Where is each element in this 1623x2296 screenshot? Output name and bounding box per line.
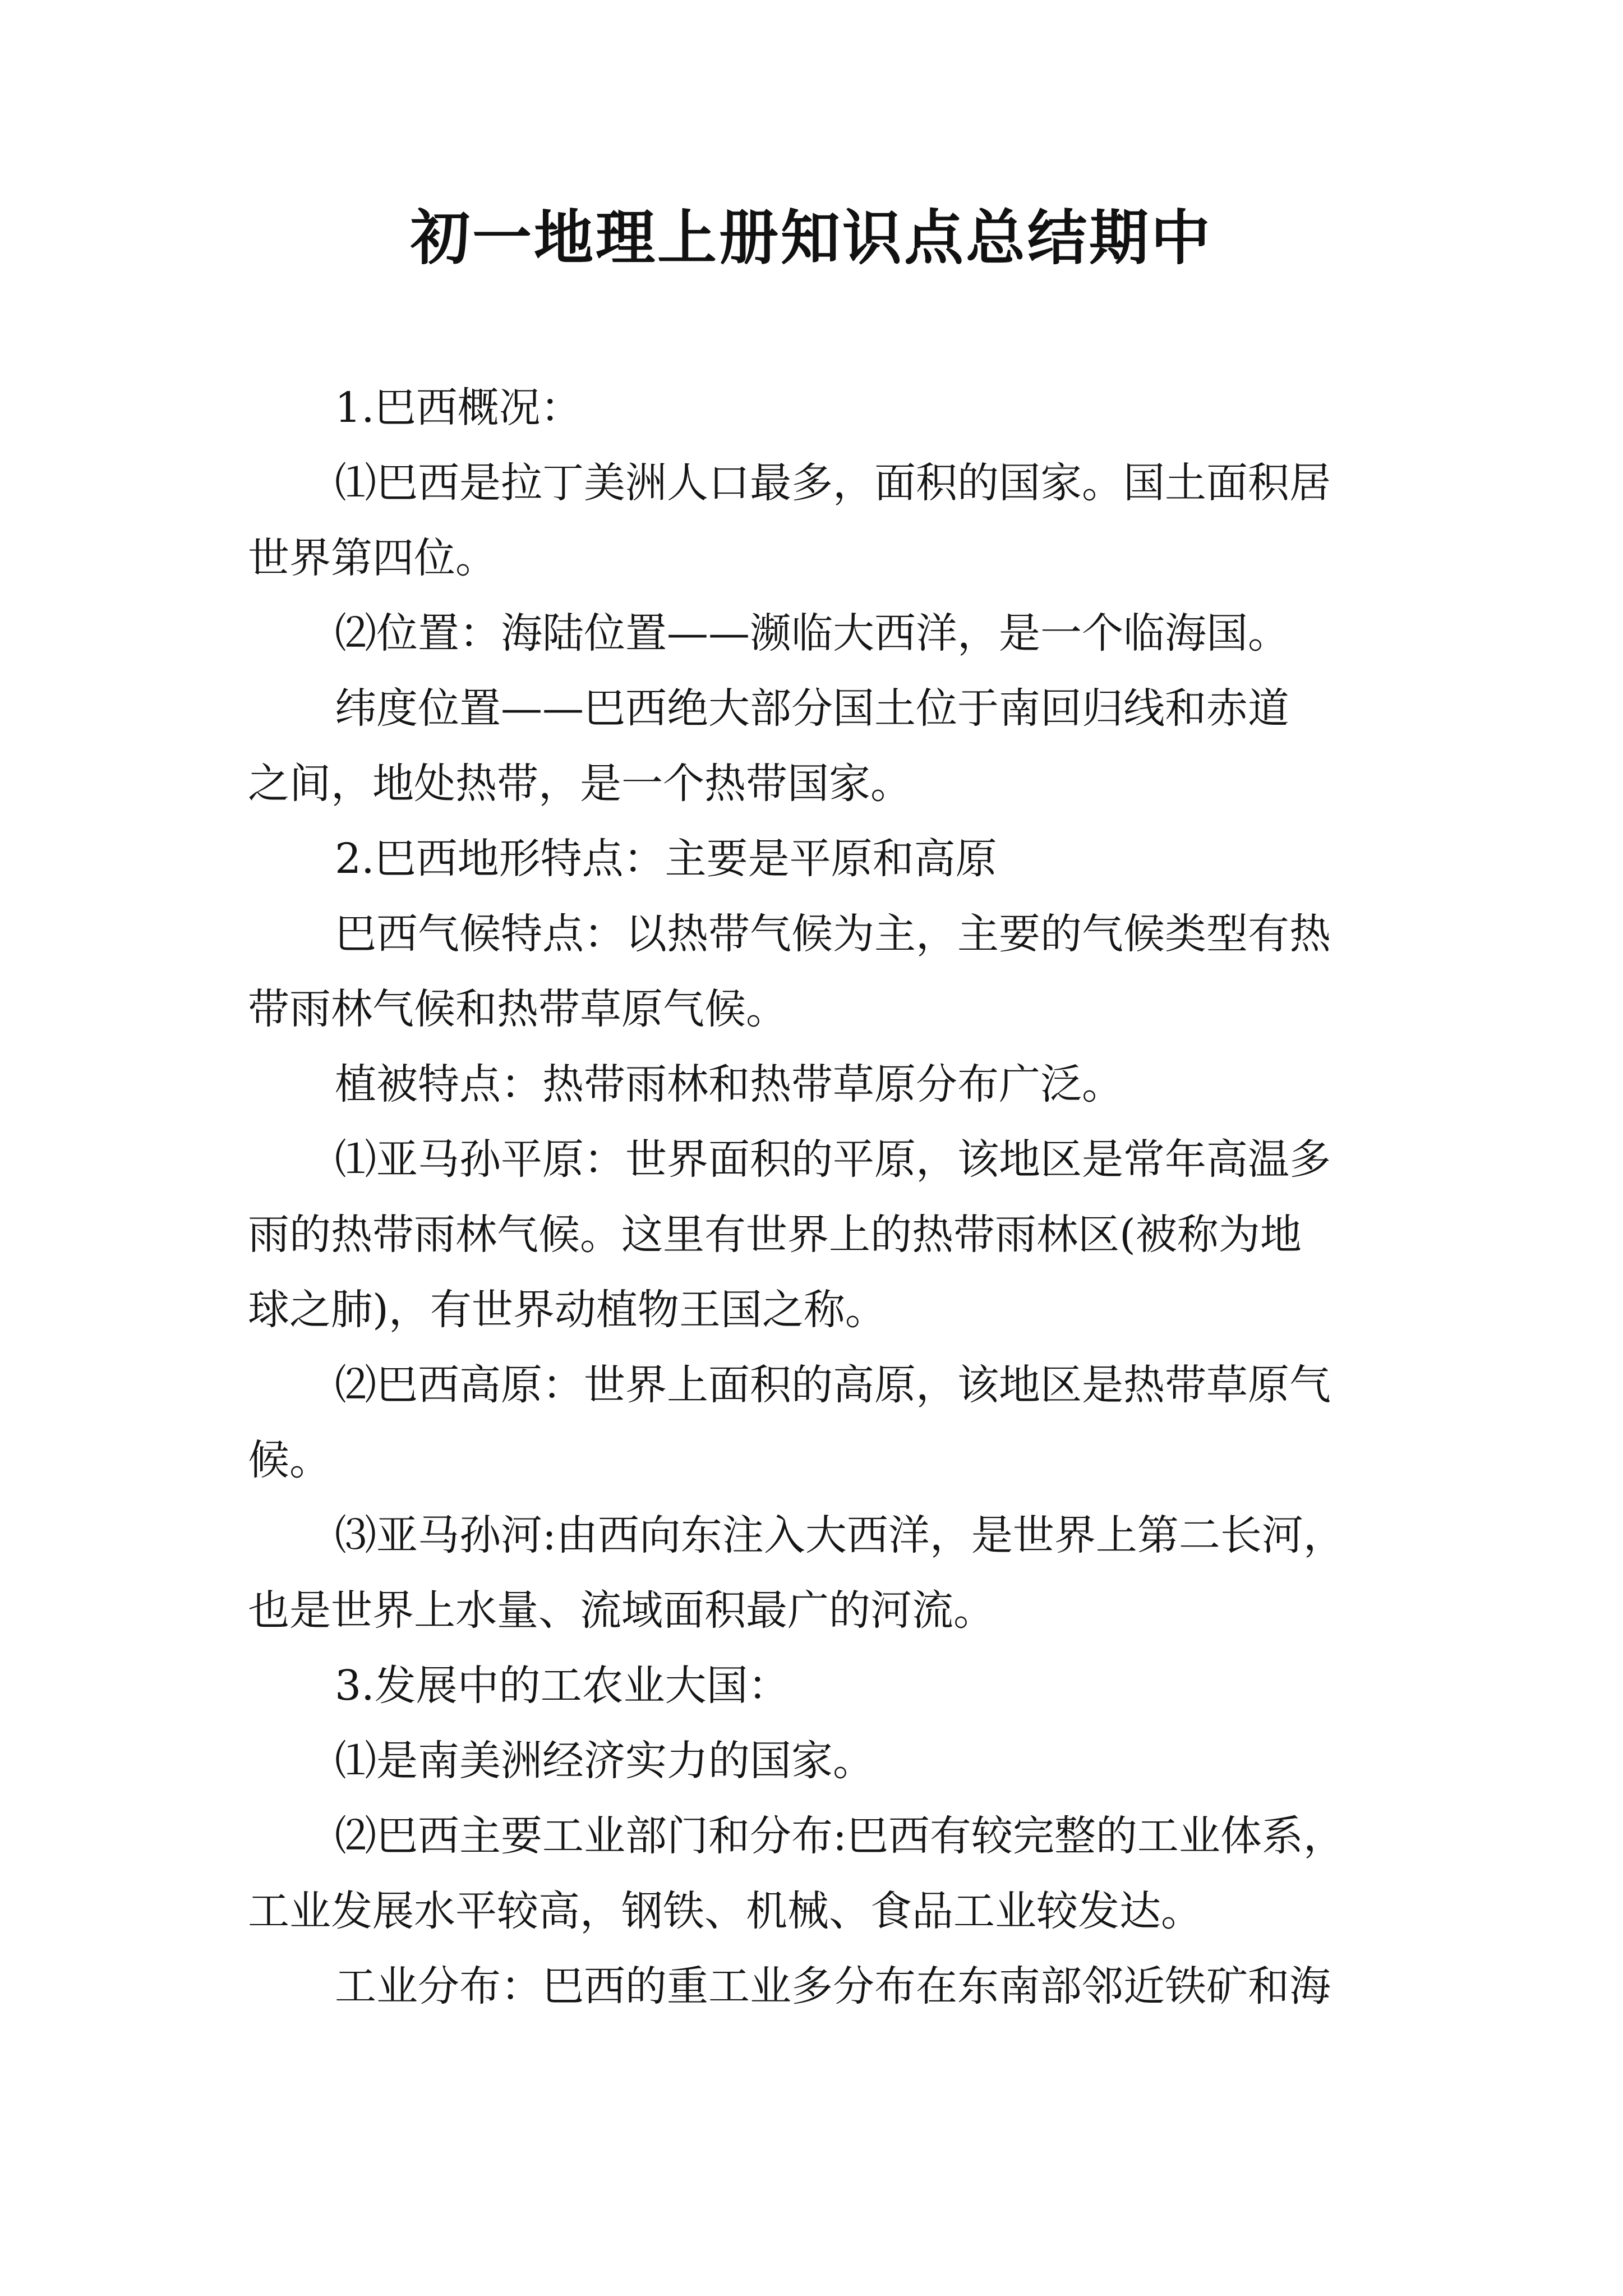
paragraph-line: ⑵巴西高原：世界上面积的高原，该地区是热带草原气 <box>335 1361 1331 1409</box>
paragraph-line: 工业分布：巴西的重工业多分布在东南部邻近铁矿和海 <box>335 1962 1331 2010</box>
document-body <box>248 370 1386 2024</box>
paragraph-line: ⑴巴西是拉丁美洲人口最多，面积的国家。国土面积居 <box>335 459 1331 507</box>
paragraph-line: ⑶亚马孙河:由西向东注入大西洋，是世界上第二长河， <box>335 1511 1345 1559</box>
paragraph-line: 雨的热带雨林气候。这里有世界上的热带雨林区(被称为地 <box>248 1211 1302 1259</box>
paragraph-line: 工业发展水平较高，钢铁、机械、食品工业较发达。 <box>248 1887 1202 1935</box>
paragraph-line: 纬度位置——巴西绝大部分国土位于南回归线和赤道 <box>335 684 1289 733</box>
paragraph-line: 之间，地处热带，是一个热带国家。 <box>248 760 912 808</box>
paragraph-line: 也是世界上水量、流域面积最广的河流。 <box>248 1586 995 1635</box>
paragraph-line: 2.巴西地形特点：主要是平原和高原 <box>335 835 997 883</box>
paragraph-line: 世界第四位。 <box>248 534 497 582</box>
paragraph-line: 3.发展中的工农业大国： <box>335 1662 790 1710</box>
paragraph-line: ⑴是南美洲经济实力的国家。 <box>335 1737 874 1785</box>
paragraph-line: ⑵位置：海陆位置——濒临大西洋，是一个临海国。 <box>335 609 1289 657</box>
paragraph-line: 植被特点：热带雨林和热带草原分布广泛。 <box>335 1060 1123 1108</box>
paragraph-line: 球之肺)，有世界动植物王国之称。 <box>248 1286 887 1334</box>
document-title: 初一地理上册知识点总结期中 <box>411 204 1212 273</box>
paragraph-line: ⑴亚马孙平原：世界面积的平原，该地区是常年高温多 <box>335 1135 1331 1184</box>
paragraph-line: 带雨林气候和热带草原气候。 <box>248 985 787 1033</box>
paragraph-line: ⑵巴西主要工业部门和分布:巴西有较完整的工业体系， <box>335 1812 1345 1860</box>
paragraph-line: 候。 <box>248 1436 331 1484</box>
paragraph-line: 1.巴西概况： <box>335 384 582 432</box>
paragraph-line: 巴西气候特点：以热带气候为主，主要的气候类型有热 <box>335 910 1331 958</box>
